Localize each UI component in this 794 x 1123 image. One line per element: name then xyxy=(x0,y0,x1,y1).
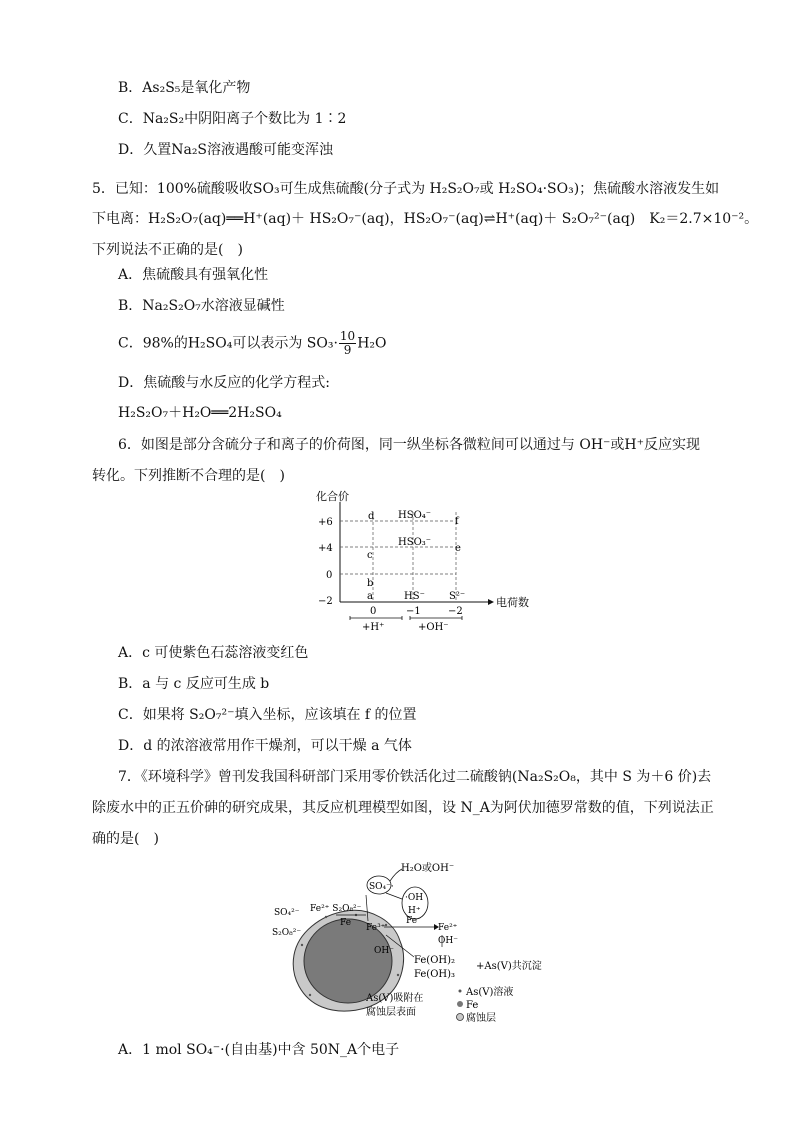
oh-radical-label: ·OH xyxy=(405,893,424,903)
q6-option-b: B．a 与 c 反应可生成 b xyxy=(118,676,270,692)
point-hs: HS⁻ xyxy=(404,591,425,602)
x-tick: −1 xyxy=(406,606,421,617)
legend-as: As(V)溶液 xyxy=(466,987,514,998)
oh-right-label: OH⁻ xyxy=(438,936,458,946)
reaction-mechanism-diagram xyxy=(266,855,566,1030)
adsorption-label-1: As(V)吸附在 xyxy=(366,993,424,1004)
gridlines xyxy=(340,512,456,602)
point-e: e xyxy=(455,543,461,554)
q4-option-d: D．久置Na₂S溶液遇酸可能变浑浊 xyxy=(118,142,334,158)
q5-option-c-water: H₂O xyxy=(357,335,387,352)
adsorption-label-2: 腐蚀层表面 xyxy=(366,1007,416,1018)
legend-as-marker xyxy=(459,990,462,993)
legend-corrosion: 腐蚀层 xyxy=(466,1013,496,1024)
point-s2: S²⁻ xyxy=(449,591,466,602)
point-b: b xyxy=(367,578,374,589)
q6-stem-line2: 转化。下列推断不合理的是( ) xyxy=(92,468,285,484)
q6-option-d: D．d 的浓溶液常用作干燥剂，可以干燥 a 气体 xyxy=(118,738,412,754)
y-tick: +6 xyxy=(318,517,333,528)
legend-fe: Fe xyxy=(466,1000,479,1011)
fe2-s2o8-label: Fe²⁺ S₂O₈²⁻ xyxy=(310,904,362,914)
fraction-numerator: 10 xyxy=(339,329,356,343)
q5-option-c-text: C．98%的H₂SO₄可以表示为 SO₃· xyxy=(118,335,338,352)
coprecipitation-label: +As(V)共沉淀 xyxy=(476,961,542,972)
q7-stem-line3: 确的是( ) xyxy=(92,831,159,847)
y-axis-label: 化合价 xyxy=(316,490,349,503)
h-plus-label: H⁺ xyxy=(408,906,421,916)
feoh2-label: Fe(OH)₂ xyxy=(414,955,456,966)
fe2-right-label: Fe²⁺ xyxy=(438,923,458,933)
so4-label: SO₄²⁻ xyxy=(274,908,300,918)
q5-option-a: A．焦硫酸具有强氧化性 xyxy=(118,267,269,283)
q5-option-d: D．焦硫酸与水反应的化学方程式: xyxy=(118,375,330,391)
y-tick: 0 xyxy=(326,570,333,581)
q4-option-b: B．As₂S₅是氧化产物 xyxy=(118,80,251,96)
q5-stem-line2: 下电离：H₂S₂O₇(aq)══H⁺(aq)＋ HS₂O₇⁻(aq)，HS₂O₇⁻(aq)⇌H⁺(aq)＋ S₂O₇²⁻(aq) K₂＝2.7×10⁻²。 xyxy=(92,211,759,227)
q5-stem-line1: 5．已知：100%硫酸吸收SO₃可生成焦硫酸(分子式为 H₂S₂O₇或 H₂SO₄·SO₃)；焦硫酸水溶液发生如 xyxy=(92,181,720,197)
q7-option-a: A．1 mol SO₄⁻·(自由基)中含 50N_A个电子 xyxy=(118,1042,400,1058)
feoh3-label: Fe(OH)₃ xyxy=(414,969,456,980)
x-tick: 0 xyxy=(370,606,377,617)
point-f: f xyxy=(455,516,459,527)
fe-right-label: Fe xyxy=(406,916,418,926)
legend-fe-marker xyxy=(457,1001,463,1007)
q6-option-c: C．如果将 S₂O₇²⁻填入坐标，应该填在 f 的位置 xyxy=(118,707,417,723)
point-hso3: HSO₃⁻ xyxy=(398,537,432,548)
y-tick: +4 xyxy=(318,543,333,554)
q5-stem-line3: 下列说法不正确的是( ) xyxy=(92,242,243,258)
fe3-label: Fe³⁺ xyxy=(366,923,386,933)
fraction-denominator: 9 xyxy=(343,343,352,357)
x-tick: −2 xyxy=(448,606,463,617)
point-c: c xyxy=(367,550,373,561)
q5-option-c-fraction xyxy=(339,330,356,357)
fe-left-label: Fe xyxy=(340,918,352,928)
q5-option-b: B．Na₂S₂O₇水溶液显碱性 xyxy=(118,298,285,314)
arrow-label-oh: +OH⁻ xyxy=(418,622,449,633)
q6-option-a: A．c 可使紫色石蕊溶液变红色 xyxy=(118,645,309,661)
s2o8-label: S₂O₈²⁻ xyxy=(272,928,302,938)
point-d: d xyxy=(368,511,375,522)
q4-option-c: C．Na₂S₂中阴阳离子个数比为 1∶2 xyxy=(118,111,347,127)
point-a: a xyxy=(367,591,373,602)
y-tick: −2 xyxy=(318,596,333,607)
valence-charge-diagram xyxy=(310,490,530,635)
legend-corrosion-marker xyxy=(457,1014,464,1021)
q7-stem-line2: 除废水中的正五价砷的研究成果，其反应机理模型如图，设 N_A为阿伏加德罗常数的值，下列说法正 xyxy=(92,800,714,816)
point-hso4: HSO₄⁻ xyxy=(398,510,432,521)
arrow-label-h: +H⁺ xyxy=(362,622,385,633)
oh-below-label: OH⁻ xyxy=(374,946,394,956)
x-axis-label: 电荷数 xyxy=(496,596,529,609)
q6-stem-line1: 6．如图是部分含硫分子和离子的价荷图，同一纵坐标各微粒间可以通过与 OH⁻或H⁺反应实现 xyxy=(118,437,701,453)
q5-equation: H₂S₂O₇＋H₂O══2H₂SO₄ xyxy=(118,405,282,421)
q5-option-c xyxy=(118,330,387,357)
q7-stem-line1: 7．《环境科学》曾刊发我国科研部门采用零价铁活化过二硫酸钠(Na₂S₂O₈，其中 S 为＋6 价)去 xyxy=(118,769,712,785)
h2o-or-oh-label: H₂O或OH⁻ xyxy=(401,863,455,874)
x-axis-arrow xyxy=(488,599,494,605)
so4-radical-label: SO₄⁻· xyxy=(369,882,394,892)
